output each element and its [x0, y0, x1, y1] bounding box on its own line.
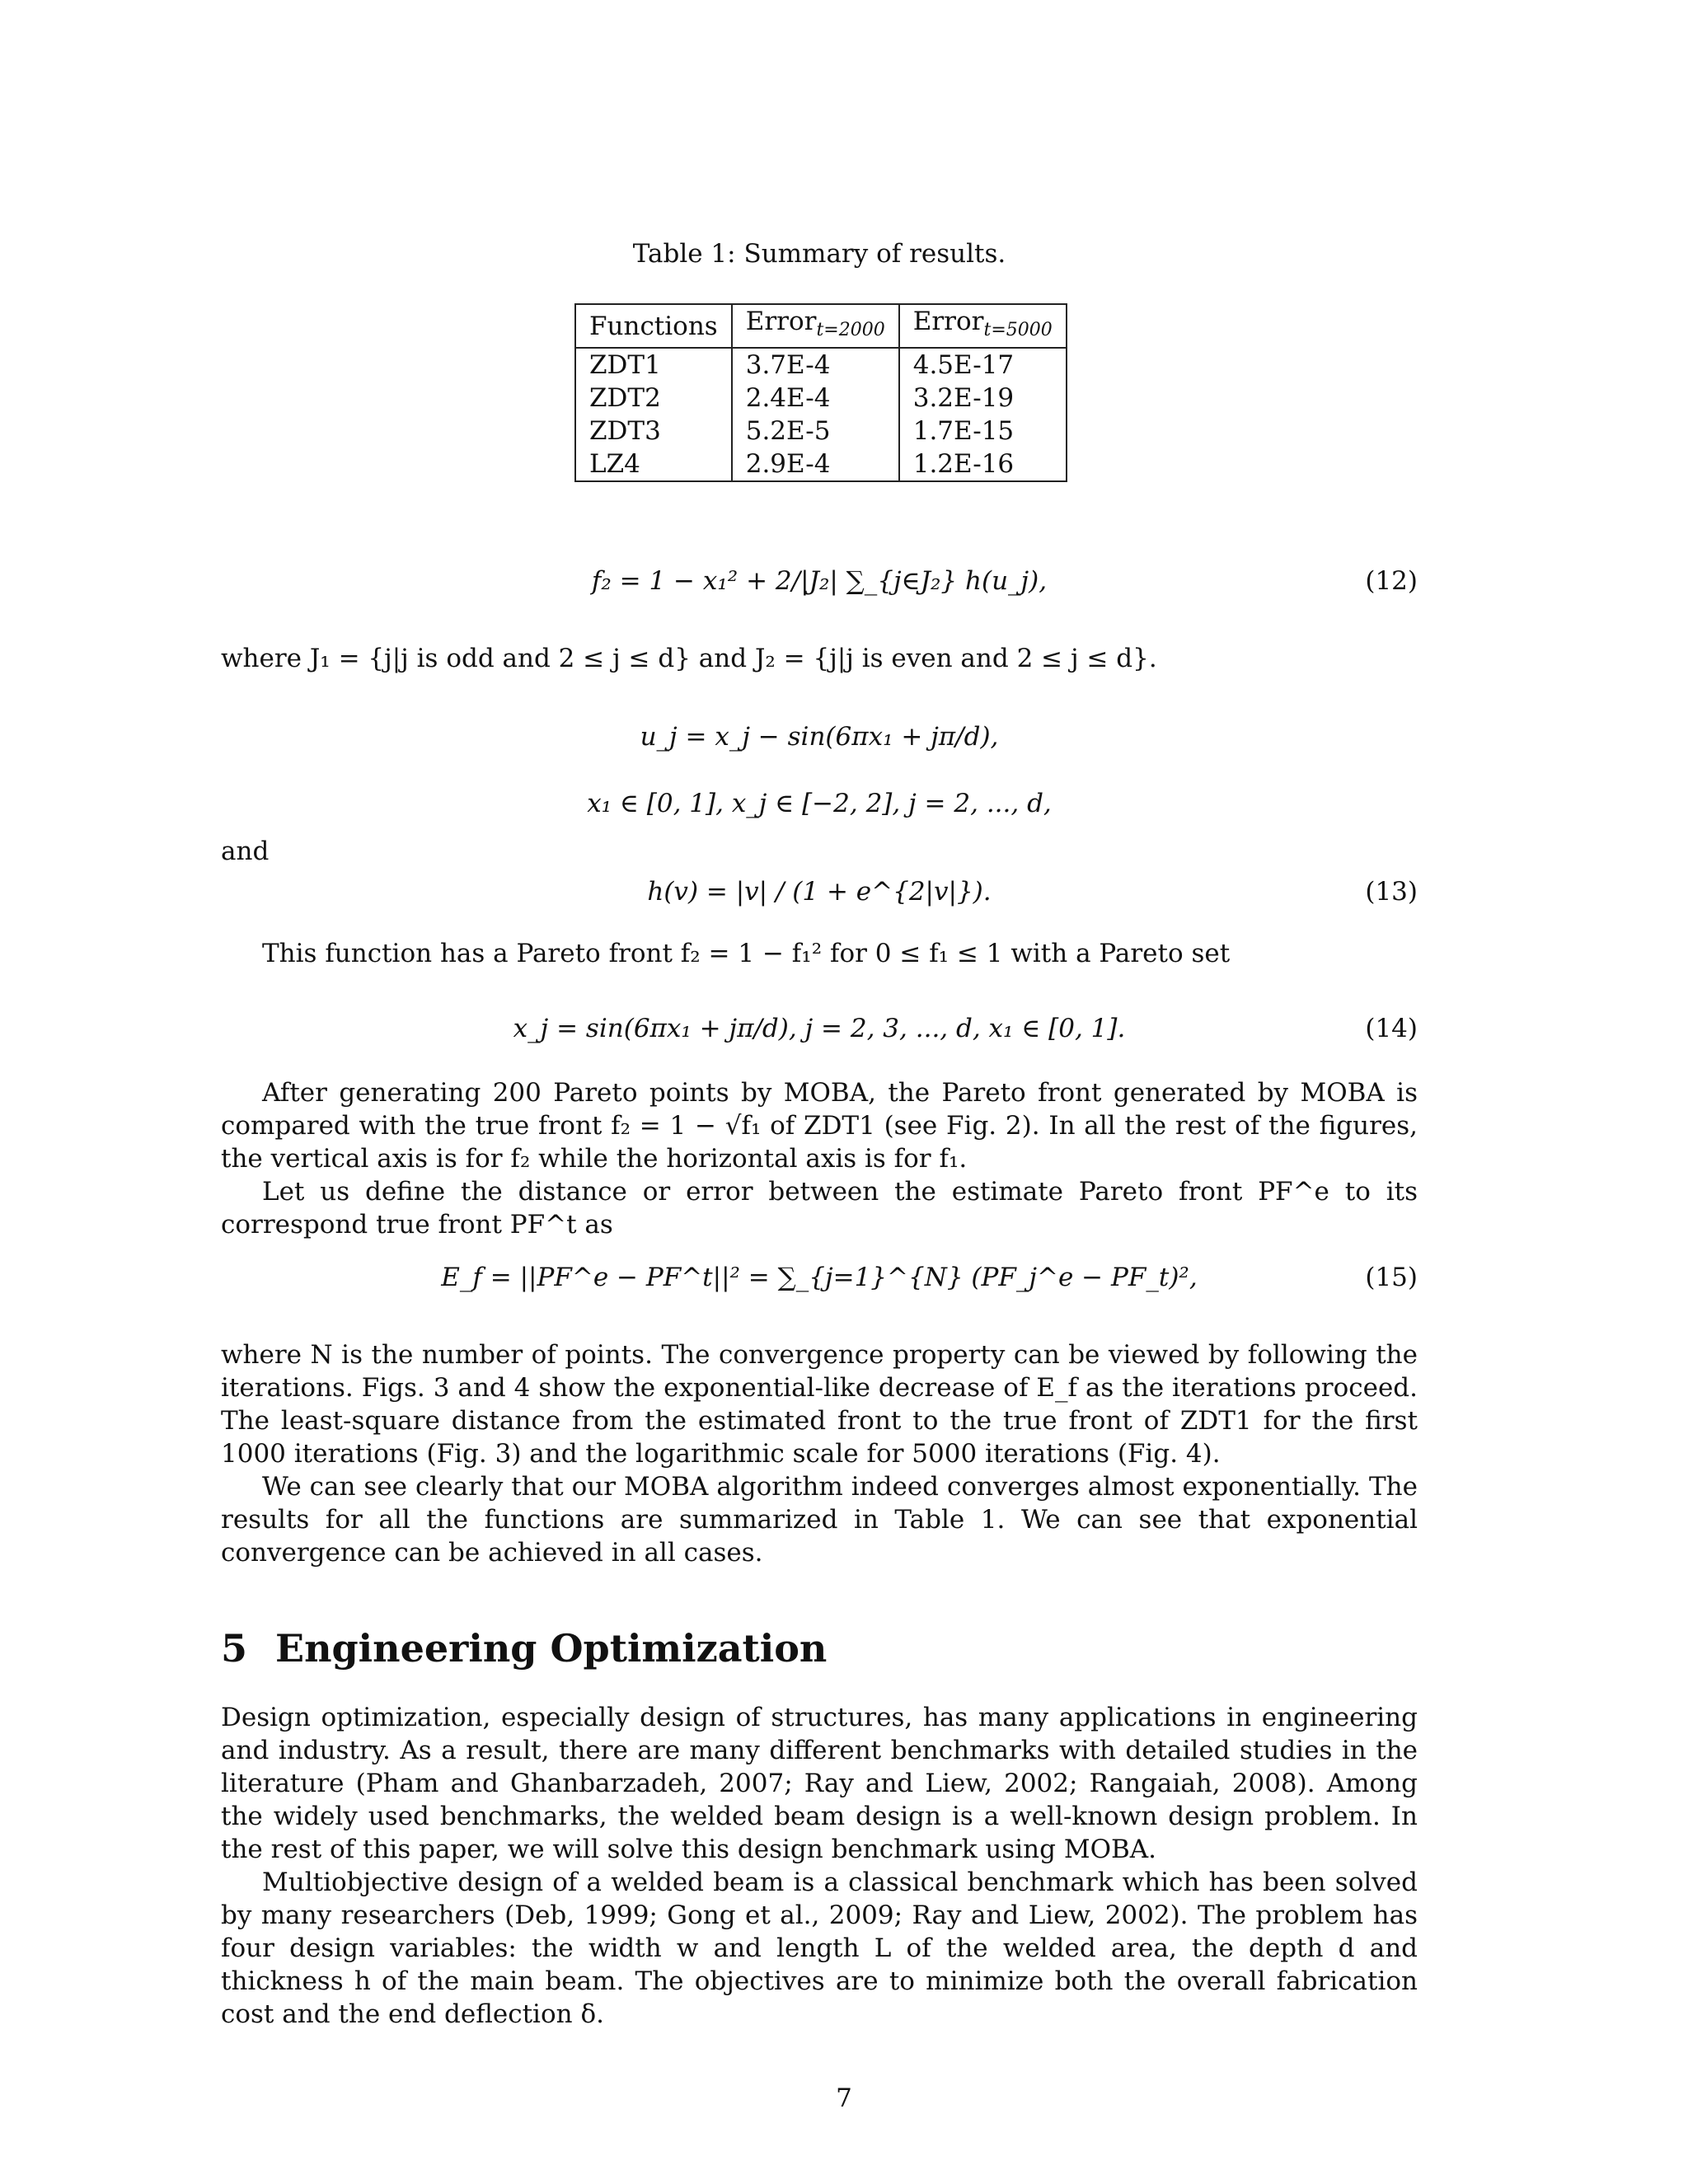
equation-number-15: (15)	[1365, 1263, 1418, 1292]
table-cell: 2.4E-4	[732, 382, 899, 415]
paragraph-pareto-comparison: After generating 200 Pareto points by MOBA, the Pareto front generated by MOBA is compared with the true front f₂ = 1 − √f₁ of ZDT1 (see Fig. 2). In all the rest of the figures, the vertical axis is for f₂ while the horizontal axis is for f₁.	[221, 1078, 1418, 1174]
equation-number-12: (12)	[1365, 566, 1418, 596]
equation-number-13: (13)	[1365, 877, 1418, 907]
results-table	[574, 303, 1067, 482]
table-cell: 5.2E-5	[732, 415, 899, 448]
table-cell: 1.2E-16	[899, 448, 1067, 481]
section-title: Engineering Optimization	[275, 1626, 828, 1671]
and-word: and	[221, 837, 270, 866]
section-number: 5	[221, 1626, 248, 1671]
table-cell: 1.7E-15	[899, 415, 1067, 448]
paragraph-convergence: where N is the number of points. The convergence property can be viewed by following the iterations. Figs. 3 and 4 show the exponential-like decrease of E_f as the iterations proceed. The least-square distance from the estimated front to the true front of ZDT1 for the first 1000 iterations (Fig. 3) and the logarithmic scale for 5000 iterations (Fig. 4).	[221, 1340, 1418, 1469]
table-header-error-2000: Error$_{t=2000}$	[732, 304, 899, 348]
table-row	[575, 448, 1067, 481]
equation-13: h(v) = |v| / (1 + e^{2|v|}).	[647, 877, 992, 907]
equation-uj: u_j = x_j − sin(6πx₁ + jπ/d),	[640, 722, 999, 752]
equation-domain: x₁ ∈ [0, 1], x_j ∈ [−2, 2], j = 2, ..., d,	[587, 789, 1052, 818]
equation-14: x_j = sin(6πx₁ + jπ/d), j = 2, 3, ..., d, x₁ ∈ [0, 1].	[513, 1014, 1126, 1043]
section-heading	[221, 1624, 827, 1673]
table-cell: ZDT3	[575, 415, 732, 448]
paragraph-design-optimization: Design optimization, especially design of structures, has many applications in engineering and industry. As a result, there are many different benchmarks with detailed studies in the literature (Pham and Ghanbarzadeh, 2007; Ray and Liew, 2002; Rangaiah, 2008). Among the widely used benchmarks, the welded beam design is a well-known design problem. In the rest of this paper, we will solve this design benchmark using MOBA.	[221, 1703, 1418, 1864]
paragraph-summary: We can see clearly that our MOBA algorithm indeed converges almost exponentially. The results for all the functions are summarized in Table 1. We can see that exponential convergence can be achieved in all cases.	[221, 1472, 1418, 1568]
table-cell: LZ4	[575, 448, 732, 481]
table-row	[575, 348, 1067, 382]
table-row	[575, 382, 1067, 415]
equation-15: E_f = ||PF^e − PF^t||² = ∑_{j=1}^{N} (PF_j^e − PF_t)²,	[441, 1263, 1198, 1292]
paragraph-welded-beam: Multiobjective design of a welded beam is a classical benchmark which has been solved by many researchers (Deb, 1999; Gong et al., 2009; Ray and Liew, 2002). The problem has four design variables: the width w and length L of the welded area, the depth d and thickness h of the main beam. The objectives are to minimize both the overall fabrication cost and the end deflection δ.	[221, 1868, 1418, 2029]
paragraph-distance-definition: Let us define the distance or error between the estimate Pareto front PF^e to its correspond true front PF^t as	[221, 1177, 1418, 1240]
table-cell: 3.2E-19	[899, 382, 1067, 415]
page-number: 7	[836, 2083, 852, 2113]
where-line: where J₁ = {j|j is odd and 2 ≤ j ≤ d} and J₂ = {j|j is even and 2 ≤ j ≤ d}.	[221, 644, 1157, 673]
table-cell: ZDT1	[575, 348, 732, 382]
equation-12: f₂ = 1 − x₁² + 2/|J₂| ∑_{j∈J₂} h(u_j),	[591, 566, 1048, 596]
table-cell: ZDT2	[575, 382, 732, 415]
equation-number-14: (14)	[1365, 1014, 1418, 1043]
table-cell: 3.7E-4	[732, 348, 899, 382]
table-header-functions: Functions	[575, 304, 732, 348]
table-caption: Table 1: Summary of results.	[632, 239, 1006, 269]
table-row	[575, 415, 1067, 448]
table-cell: 2.9E-4	[732, 448, 899, 481]
table-header-error-5000: Error$_{t=5000}$	[899, 304, 1067, 348]
table-header-row	[575, 304, 1067, 348]
pareto-line: This function has a Pareto front f₂ = 1 − f₁² for 0 ≤ f₁ ≤ 1 with a Pareto set	[262, 939, 1231, 968]
table-cell: 4.5E-17	[899, 348, 1067, 382]
